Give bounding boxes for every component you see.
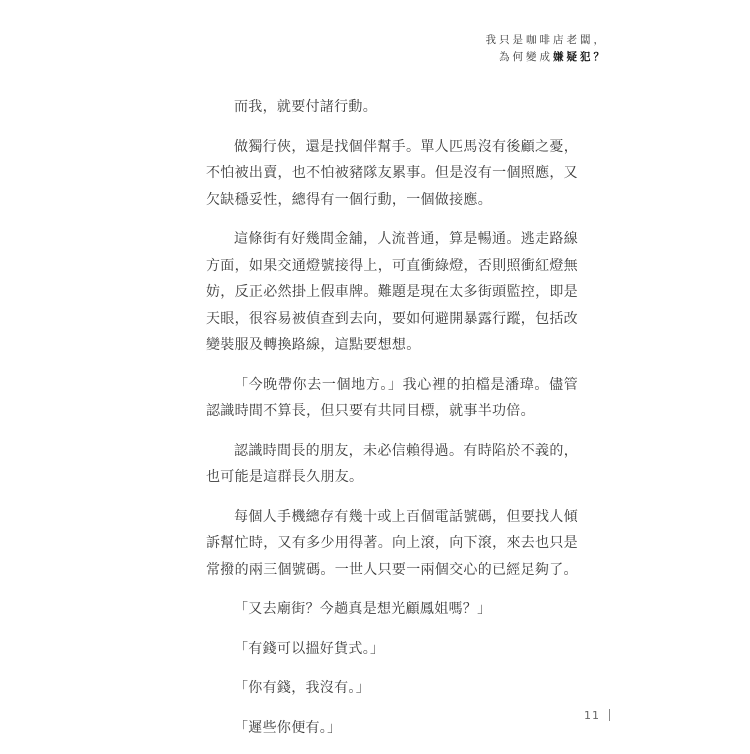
paragraph: 認識時間長的朋友，未必信賴得過。有時陷於不義的，也可能是這群長久朋友。 [206,442,578,485]
paragraph: 每個人手機總存有幾十或上百個電話號碼，但要找人傾訴幫忙時，又有多少用得著。向上滾，向下滾，來去也只是常撥的兩三個號碼。一世人只要一兩個交心的已經足夠了。 [206,508,578,578]
page-number-divider [609,709,610,721]
header-line-1: 我只是咖啡店老闆， [485,34,607,46]
page-footer [584,709,610,722]
paragraph: 「今晚帶你去一個地方。」我心裡的拍檔是潘瑋。儘管認識時間不算長，但只要有共同目標，就事半功倍。 [206,376,578,419]
paragraph: 而我，就要付諸行動。 [234,99,377,115]
header-line-2 [486,49,608,66]
page-number: 11 [584,709,600,722]
paragraph: 「你有錢，我沒有。」 [234,680,370,696]
running-header [486,32,608,66]
paragraph: 做獨行俠，還是找個伴幫手。單人匹馬沒有後顧之憂，不怕被出賣，也不怕被豬隊友累事。但是沒有一個照應，又欠缺穩妥性，總得有一個行動，一個做接應。 [206,138,578,208]
paragraph: 「遲些你便有。」 [234,719,342,736]
paragraph: 這條街有好幾間金舖，人流普通，算是暢通。逃走路線方面，如果交通燈號接得上，可直衝綠燈，否則照衝紅燈無妨，反正必然掛上假車牌。難題是現在太多街頭監控，即是天眼，很容易被偵查到去向，要如何避開暴露行蹤，包括改變裝服及轉換路線，這點要想想。 [206,231,578,353]
body-text [206,94,578,754]
paragraph: 「有錢可以搵好貨式。」 [234,640,385,657]
header-line-2-prefix: 為何變成 [499,51,553,63]
header-line-2-bold: 嫌疑犯？ [553,51,607,63]
paragraph: 「又去廟街？今趟真是想光顧鳳姐嗎？」 [234,601,492,617]
